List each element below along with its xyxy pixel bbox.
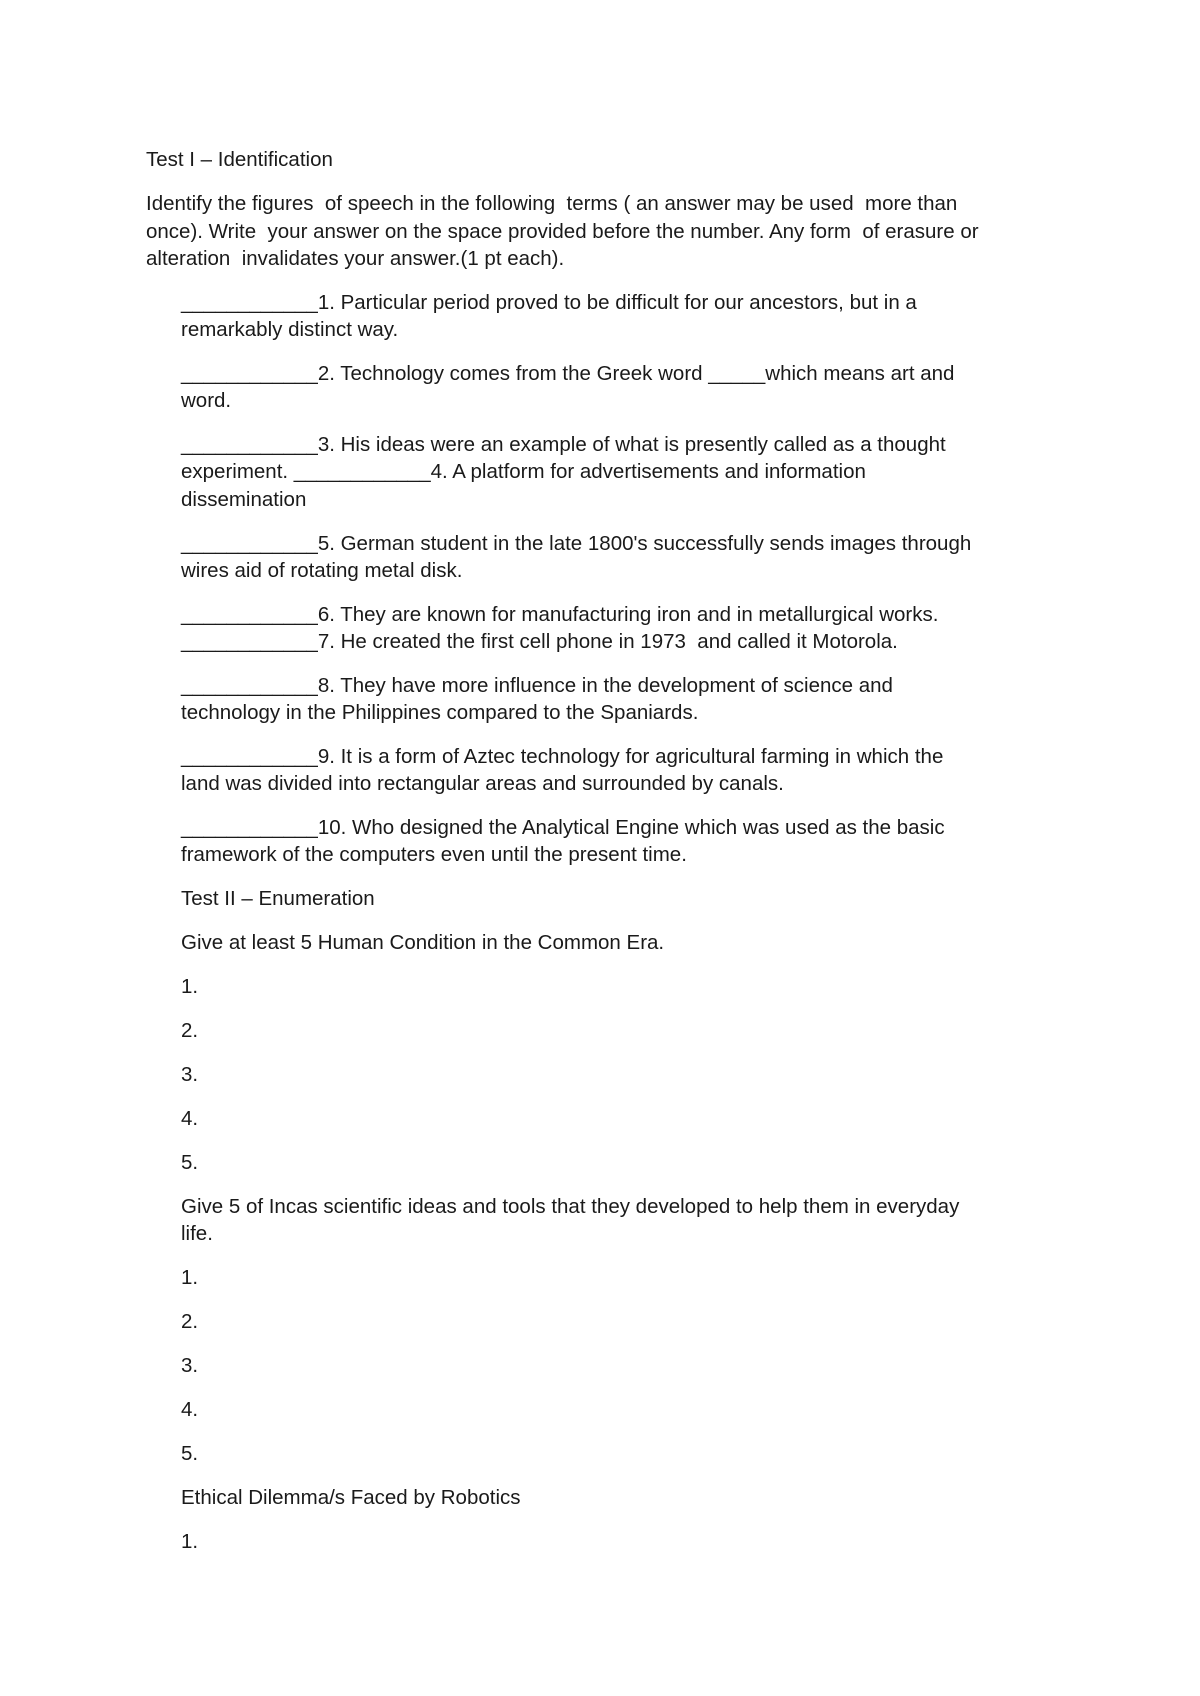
q2-number-1: 1. (181, 1266, 199, 1289)
item-10-line-2: framework of the computers even until the present time. (181, 843, 687, 866)
test2-question-3: Ethical Dilemma/s Faced by Robotics (181, 1486, 521, 1509)
test2-question-1: Give at least 5 Human Condition in the Common Era. (181, 931, 665, 954)
item-4-line-2: dissemination (181, 488, 307, 511)
q3-number-1: 1. (181, 1530, 199, 1553)
item-5-line-2: wires aid of rotating metal disk. (181, 559, 463, 582)
item-8-line-2: technology in the Philippines compared to the Spaniards. (181, 701, 699, 724)
test1-instructions-line-1: Identify the figures of speech in the following terms ( an answer may be used more than (146, 192, 958, 215)
test2-heading: Test II – Enumeration (181, 887, 375, 910)
item-1-line-2: remarkably distinct way. (181, 318, 399, 341)
q1-number-1: 1. (181, 975, 199, 998)
item-3-line-2: experiment. ____________4. A platform for advertisements and information (181, 460, 866, 483)
item-9-line-2: land was divided into rectangular areas and surrounded by canals. (181, 772, 784, 795)
item-10-line-1: ____________10. Who designed the Analytical Engine which was used as the basic (181, 816, 945, 839)
test1-instructions-line-3: alteration invalidates your answer.(1 pt each). (146, 247, 565, 270)
q1-number-3: 3. (181, 1063, 199, 1086)
q1-number-4: 4. (181, 1107, 199, 1130)
item-8-line-1: ____________8. They have more influence in the development of science and (181, 674, 893, 697)
item-9-line-1: ____________9. It is a form of Aztec technology for agricultural farming in which the (181, 745, 944, 768)
test1-heading: Test I – Identification (146, 148, 333, 171)
q1-number-2: 2. (181, 1019, 199, 1042)
q2-number-4: 4. (181, 1398, 199, 1421)
test2-question-2-line-1: Give 5 of Incas scientific ideas and tools that they developed to help them in everyday (181, 1195, 960, 1218)
q2-number-3: 3. (181, 1354, 199, 1377)
q2-number-2: 2. (181, 1310, 199, 1333)
item-7: ____________7. He created the first cell phone in 1973 and called it Motorola. (181, 630, 898, 653)
item-2-line-1: ____________2. Technology comes from the Greek word _____which means art and (181, 362, 955, 385)
item-5-line-1: ____________5. German student in the late 1800's successfully sends images through (181, 532, 972, 555)
test2-question-2-line-2: life. (181, 1222, 213, 1245)
item-3-line-1: ____________3. His ideas were an example of what is presently called as a thought (181, 433, 946, 456)
test1-instructions-line-2: once). Write your answer on the space provided before the number. Any form of erasure or (146, 220, 979, 243)
q1-number-5: 5. (181, 1151, 199, 1174)
item-1-line-1: ____________1. Particular period proved to be difficult for our ancestors, but in a (181, 291, 917, 314)
item-6: ____________6. They are known for manufacturing iron and in metallurgical works. (181, 603, 939, 626)
item-2-line-2: word. (181, 389, 232, 412)
q2-number-5: 5. (181, 1442, 199, 1465)
